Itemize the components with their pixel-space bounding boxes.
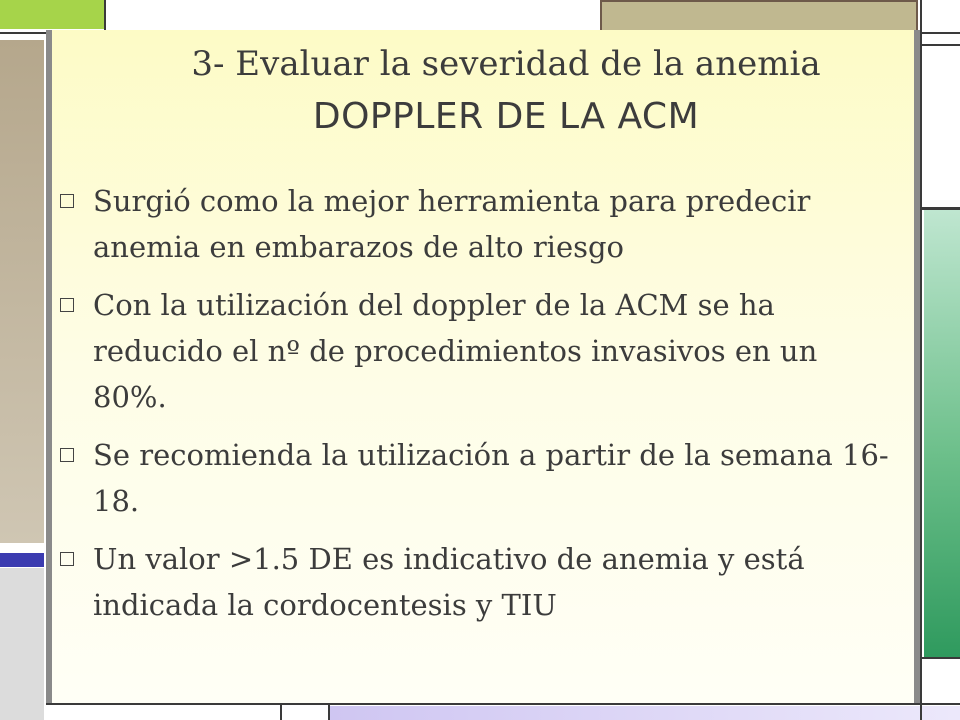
bullet-item bbox=[60, 432, 900, 524]
bullet-item bbox=[60, 282, 900, 420]
square-outline-icon bbox=[60, 298, 74, 312]
slide-subtitle: DOPPLER DE LA ACM bbox=[312, 96, 700, 137]
bullet-item bbox=[60, 178, 900, 270]
decor-line-vertical bbox=[104, 0, 106, 30]
decor-left-tan-block bbox=[0, 40, 44, 543]
decor-line-footer-vertical bbox=[328, 703, 330, 720]
bullet-text: Con la utilización del doppler de la ACM se ha reducido el nº de procedimientos invasivos en un 80%. bbox=[93, 288, 818, 414]
bullet-item bbox=[60, 536, 900, 628]
decor-line-right-mid bbox=[920, 207, 960, 210]
bullet-text: Un valor >1.5 DE es indicativo de anemia y está indicada la cordocentesis y TIU bbox=[93, 542, 805, 622]
decor-line-footer bbox=[46, 703, 960, 705]
decor-bottom-lavender-block bbox=[330, 706, 960, 720]
square-outline-icon bbox=[60, 448, 74, 462]
bullet-text: Surgió como la mejor herramienta para predecir anemia en embarazos de alto riesgo bbox=[93, 184, 811, 264]
square-outline-icon bbox=[60, 552, 74, 566]
decor-right-green-block bbox=[924, 210, 960, 657]
decor-left-blue-bar bbox=[0, 553, 44, 567]
bullet-text: Se recomienda la utilización a partir de la semana 16-18. bbox=[93, 438, 889, 518]
decor-left-gray-block bbox=[0, 568, 44, 720]
slide-title: 3- Evaluar la severidad de la anemia bbox=[191, 44, 821, 84]
bullet-list bbox=[60, 178, 900, 640]
square-outline-icon bbox=[60, 194, 74, 208]
decor-lime-block bbox=[0, 0, 104, 29]
